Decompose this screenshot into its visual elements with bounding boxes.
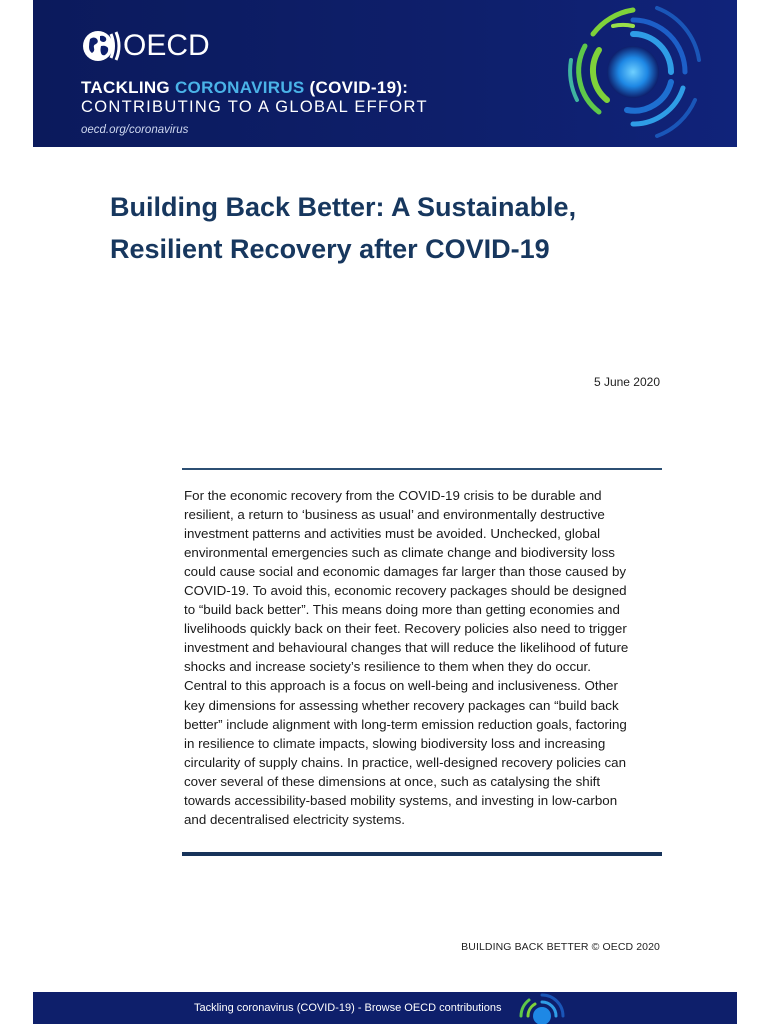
banner-heading	[81, 78, 408, 98]
abstract-line: and decentralised electricity systems.	[184, 811, 406, 827]
abstract-line: better” include alignment with long-term emission reduction goals, factoring	[184, 716, 627, 732]
abstract-line: in resilience to climate impacts, slowing biodiversity loss and increasing	[184, 735, 606, 751]
abstract-line: shocks and increase society’s resilience to them when they do occur.	[184, 659, 591, 675]
abstract-line: investment and behavioural changes that will reduce the likelihood of future	[184, 640, 629, 656]
browse-contributions-link[interactable]: Tackling coronavirus (COVID-19) - Browse OECD contributions	[194, 1002, 502, 1014]
document-title-line-1: Building Back Better: A Sustainable,	[110, 192, 577, 222]
abstract-line: key dimensions for assessing whether recovery packages can “build back	[184, 697, 619, 713]
publication-date: 5 June 2020	[593, 375, 660, 389]
banner-heading-suffix: (COVID-19):	[304, 78, 409, 97]
document-title	[110, 186, 670, 270]
abstract-top-rule	[182, 468, 662, 470]
banner-url-link[interactable]: oecd.org/coronavirus	[81, 124, 189, 136]
virus-ring-icon	[507, 992, 577, 1024]
abstract-line: environmental emergencies such as climate change and biodiversity loss	[184, 545, 615, 561]
abstract-line: COVID-19. To avoid this, economic recovery packages should be designed	[184, 583, 627, 599]
document-title-line-2: Resilient Recovery after COVID-19	[110, 234, 550, 264]
header-banner	[33, 0, 737, 147]
banner-heading-accent: CORONAVIRUS	[174, 78, 305, 97]
abstract-text	[184, 486, 662, 829]
oecd-logo[interactable]	[81, 26, 210, 66]
copyright-notice: BUILDING BACK BETTER © OECD 2020	[461, 941, 660, 953]
abstract-line: resilient, a return to ‘business as usual’ and environmentally destructive	[184, 507, 605, 523]
abstract-bottom-rule	[182, 852, 662, 856]
banner-heading-prefix: TACKLING	[81, 78, 175, 97]
abstract-line: cover several of these dimensions at once, such as catalysing the shift	[184, 773, 601, 789]
abstract-line: Central to this approach is a focus on well-being and inclusiveness. Other	[184, 678, 618, 694]
abstract-line: towards accessibility-based mobility systems, and investing in low-carbon	[184, 792, 618, 808]
virus-ring-graphic	[537, 0, 737, 147]
footer-banner	[33, 992, 737, 1024]
abstract-line: circularity of supply chains. In practice, well-designed recovery policies can	[184, 754, 627, 770]
abstract-line: to “build back better”. This means doing more than getting economies and	[184, 602, 620, 618]
abstract-line: could cause social and economic damages far larger than those caused by	[184, 564, 627, 580]
banner-subheading: CONTRIBUTING TO A GLOBAL EFFORT	[81, 98, 428, 116]
logo-text: OECD	[123, 29, 210, 62]
globe-icon	[81, 26, 121, 66]
abstract-line: For the economic recovery from the COVID-19 crisis to be durable and	[184, 488, 602, 503]
abstract-line: livelihoods quickly back on their feet. Recovery policies also need to trigger	[184, 621, 627, 637]
abstract-line: investment patterns and activities must be avoided. Unchecked, global	[184, 526, 601, 542]
